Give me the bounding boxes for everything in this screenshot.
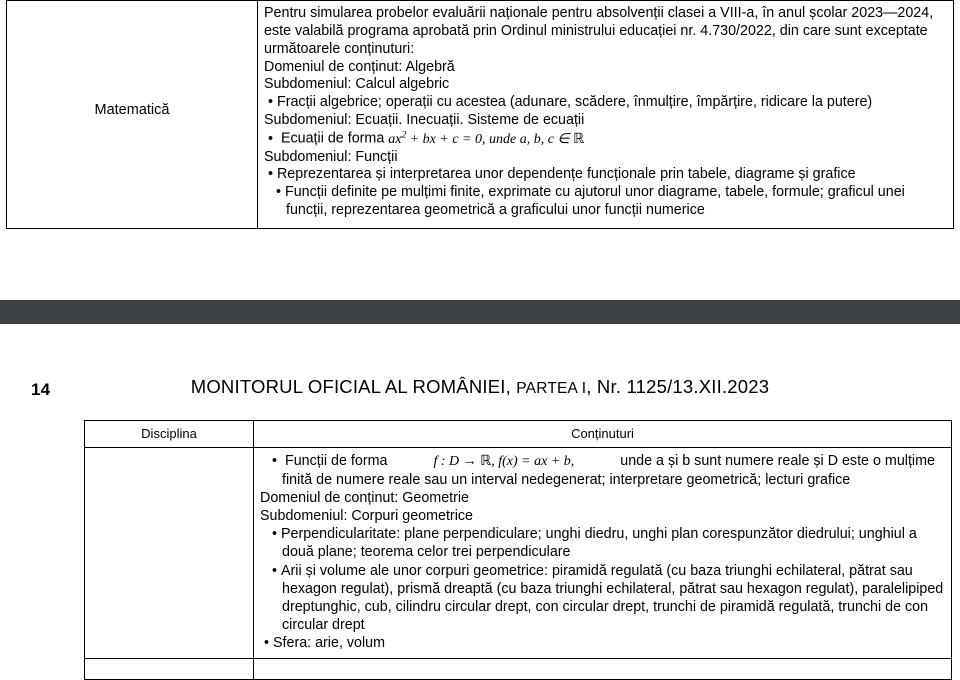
separator-light-band — [0, 324, 960, 356]
table-header-row — [85, 421, 952, 448]
bullet-functii-definite: • Funcții definite pe mulțimi finite, exprimate cu ajutorul unor diagrame, tabele, formule; graficul unei funcții, reprezentarea geometrică a graficului unor funcții numerice — [264, 184, 947, 220]
content-cell — [258, 1, 954, 229]
discipline-cell-empty — [85, 448, 254, 659]
bullet-sfera: • Sfera: arie, volum — [260, 634, 945, 652]
discipline-label: Matematică — [94, 102, 170, 119]
formula-linear-function: f : D → ℝ, f(x) = ax + b, — [433, 454, 575, 469]
publication-title-main: MONITORUL OFICIAL AL ROMÂNIEI, — [190, 376, 517, 397]
page-fragment-top — [0, 0, 960, 296]
domain-line-algebra: Domeniul de conținut: Algebră — [264, 58, 455, 75]
empty-cell-left — [85, 659, 254, 680]
bullet-functii-text: Funcții de forma — [284, 453, 388, 469]
curriculum-table-top — [6, 0, 954, 229]
publication-title-tail: , Nr. 1125/13.XII.2023 — [586, 376, 770, 397]
bullet-reprezentarea-dependente: • Reprezentarea și interpretarea unor dependențe funcționale prin tabele, diagrame și grafice — [264, 166, 947, 184]
empty-cell-right — [254, 659, 952, 680]
page-number: 14 — [31, 380, 51, 399]
bullet-ecuatii-forma — [264, 130, 947, 149]
formula-quadratic: $ax^2$ + bx + c = 0, unde a, b, c ∈ ℝ — [388, 130, 585, 147]
curriculum-table-bottom — [84, 420, 952, 680]
publication-title-part: PARTEA I — [516, 380, 587, 397]
column-header-disciplina: Disciplina — [85, 421, 254, 448]
subdomain-line-functii: Subdomeniul: Funcții — [264, 148, 398, 165]
table-row-empty — [85, 659, 952, 680]
subdomain-line-ecuatii: Subdomeniul: Ecuații. Inecuații. Sisteme de ecuații — [264, 112, 585, 129]
bullet-functii-tail: unde a și b sunt numere reale și D este o mulțime finită de numere reale sau un interval nedegenerat; interpretare geometrică; lecturi grafice — [282, 453, 935, 488]
domain-line-geometrie: Domeniul de conținut: Geometrie — [260, 489, 470, 506]
bullet-fractii-algebrice: • Fracții algebrice; operații cu acestea (adunare, scădere, înmulțire, împărțire, ridicare la putere) — [264, 94, 947, 112]
discipline-cell — [7, 1, 258, 229]
bullet-ecuatii-text: Ecuații de forma — [280, 130, 385, 147]
column-header-continuturi: Conținuturi — [254, 421, 952, 448]
table-row — [85, 448, 952, 659]
subdomain-line-calcul-algebric: Subdomeniul: Calcul algebric — [264, 76, 450, 93]
page-header — [0, 372, 960, 412]
bullet-functii-de-forma — [260, 452, 945, 489]
separator-dark-band — [0, 300, 960, 324]
subdomain-line-corpuri-geometrice: Subdomeniul: Corpuri geometrice — [260, 508, 473, 525]
bullet-perpendicularitate: • Perpendicularitate: plane perpendiculare; unghi diedru, unghi plan corespunzător diedrului; unghiul a două plane; teorema celor trei perpendiculare — [260, 525, 945, 561]
content-cell-2 — [254, 448, 952, 659]
bullet-arii-volume: • Arii și volume ale unor corpuri geometrice: piramidă regulată (cu baza triunghi echilateral, pătrat sau hexagon regulat), prismă dreaptă (cu baza triunghi echilateral, pătrat sau hexagon regulat), paralelipiped dreptunghic, cub, cilindru circular drept, con circular drept, trunchi de piramidă regulată, trunchi de con circular drept — [260, 562, 945, 635]
table-row — [7, 1, 954, 229]
publication-title — [0, 376, 960, 398]
page-separator — [0, 296, 960, 360]
intro-paragraph: Pentru simularea probelor evaluării naționale pentru absolvenții clasei a VIII-a, în anul școlar 2023—2024, este valabilă programa aprobată prin Ordinul ministrului educației nr. 4.730/2022, din care sunt exceptate următoarele conținuturi: — [264, 5, 934, 57]
